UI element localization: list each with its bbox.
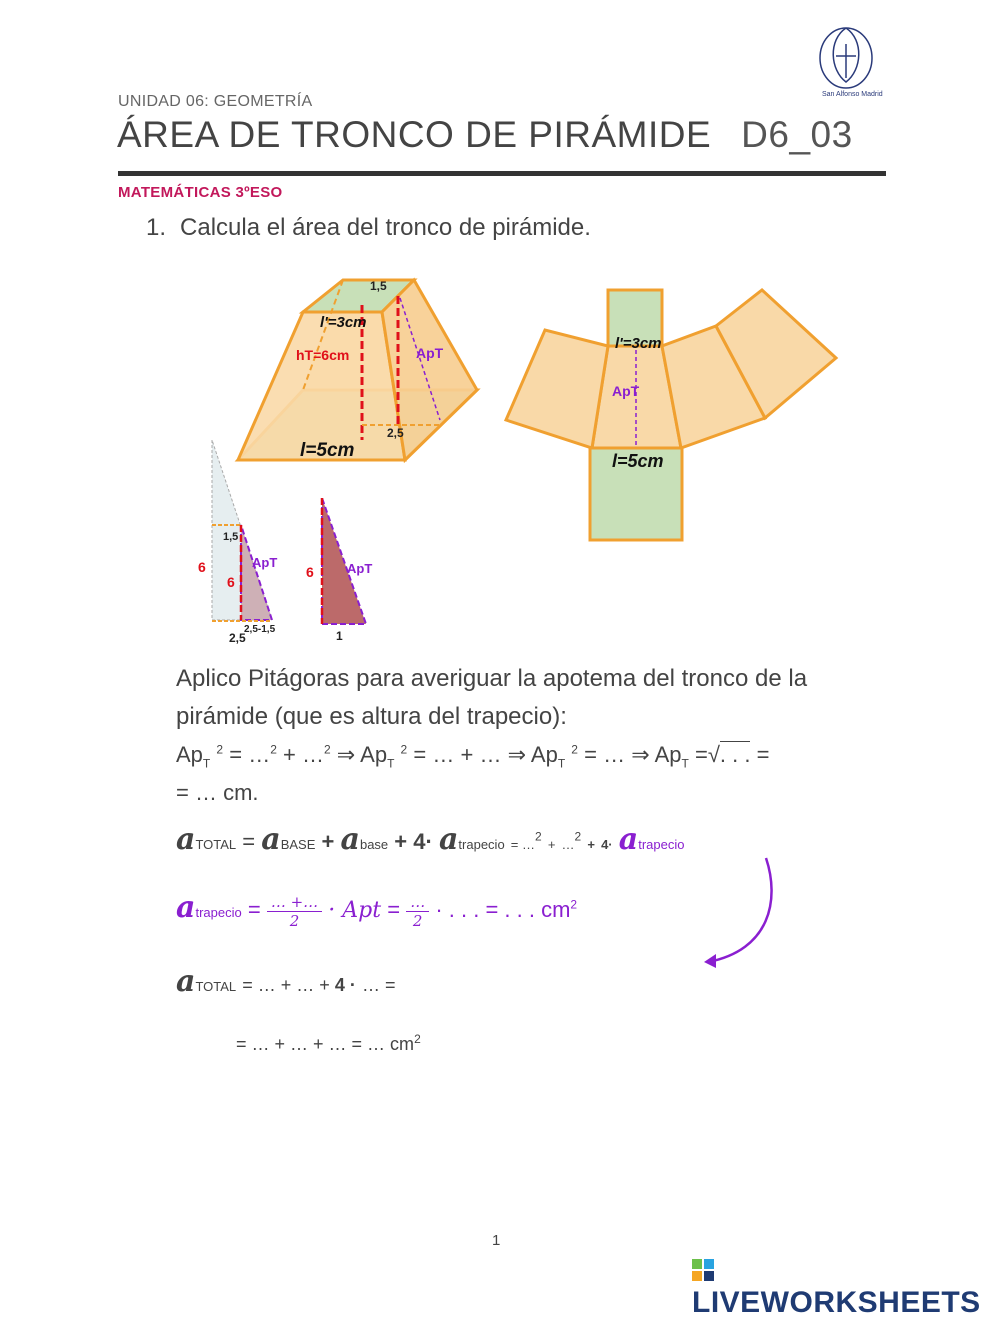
fraction-numerator[interactable]: … (406, 893, 429, 912)
subject-label: MATEMÁTICAS 3ºESO (118, 184, 283, 201)
label-l-prime: l'=3cm (320, 314, 367, 331)
fraction (267, 893, 322, 930)
liveworksheets-icon (692, 1259, 714, 1281)
plus: + (321, 829, 335, 854)
ap-text: Ap (530, 742, 558, 767)
blank-trap[interactable]: … = (361, 975, 396, 995)
four: 4· (413, 829, 433, 854)
right-tri-label-base: 1 (336, 629, 343, 643)
eq: = (387, 897, 401, 922)
unit-label: UNIDAD 06: GEOMETRÍA (118, 93, 313, 110)
implies: ⇒ (507, 742, 526, 767)
fraction-denominator: 2 (289, 911, 300, 930)
plus: + (547, 837, 556, 852)
blank-4[interactable]: … (479, 742, 502, 767)
total-result[interactable]: = … + … + … = … cm (236, 1034, 415, 1054)
blank-root[interactable]: . . . (719, 742, 751, 767)
blank-base-lower[interactable]: … (561, 837, 575, 852)
eq: = (756, 742, 770, 767)
curved-arrow-icon (700, 850, 790, 970)
base-upper-sub: BASE (280, 837, 316, 852)
tri-label-apothem: ApT (252, 555, 278, 570)
worksheet-code: D6_03 (741, 114, 853, 155)
sq: 2 (323, 742, 331, 757)
frustum-figures (200, 260, 900, 650)
right-tri-label-apothem: ApT (347, 561, 373, 576)
four: 4 · (334, 975, 356, 995)
frustum-front-face (238, 312, 405, 460)
total-sub: TOTAL (195, 837, 237, 852)
fraction-denominator: 2 (412, 911, 423, 930)
area-symbol: a (176, 964, 196, 999)
pythagoras-result[interactable]: = … cm. (176, 780, 259, 805)
plus: + (394, 829, 408, 854)
pythagoras-equation (176, 742, 769, 770)
brand-text: LIVEWORKSHEETS (692, 1286, 981, 1319)
eq: = (247, 897, 261, 922)
area-symbol: a (176, 822, 196, 857)
four: 4· (601, 837, 613, 852)
question (146, 214, 591, 242)
plus: + (283, 742, 296, 767)
total-sub: TOTAL (195, 979, 237, 994)
label-apothem: ApT (416, 345, 444, 361)
apt: · Apt (328, 898, 382, 923)
net-label-l: l=5cm (612, 451, 664, 471)
ap-sub: T (681, 756, 689, 771)
blank-sum[interactable]: = … + … + (242, 975, 335, 995)
page-number: 1 (492, 1232, 501, 1249)
right-tri-label-h: 6 (306, 564, 314, 580)
net-label-apothem: ApT (612, 383, 640, 399)
tri-label-top: 1,5 (223, 531, 239, 543)
area-symbol: a (261, 822, 281, 857)
question-number: 1. (146, 214, 167, 241)
sq: 2 (414, 1032, 421, 1046)
net-label-l-prime: l'=3cm (615, 335, 662, 352)
sq: 2 (400, 742, 408, 757)
tri-label-base: 2,5 (229, 631, 246, 645)
blank-2[interactable]: … (301, 742, 324, 767)
instruction-paragraph: Aplico Pitágoras para averiguar la apotema del tronco de la pirámide (que es altura del trapecio): (176, 665, 808, 730)
ap-text: Ap (360, 742, 388, 767)
implies: ⇒ (336, 742, 356, 767)
area-symbol: a (438, 822, 459, 857)
label-half-diff: 2,5 (387, 426, 404, 440)
blank-3[interactable]: … (432, 742, 455, 767)
blank-5[interactable]: … (603, 742, 626, 767)
implies: ⇒ (631, 742, 650, 767)
trapecio-sub: trapecio (195, 905, 242, 920)
label-top-side: 1,5 (370, 279, 387, 293)
tri-label-h-inner: 6 (227, 574, 235, 590)
eq: = (694, 742, 708, 767)
blank-1[interactable]: … (248, 742, 271, 767)
total-area-formula (176, 822, 684, 857)
tri-label-h-outer: 6 (198, 559, 206, 575)
eq: = (413, 742, 427, 767)
ap-sub: T (202, 756, 211, 771)
trapecio-sub: trapecio (458, 837, 505, 852)
eq: = (242, 829, 256, 854)
sq: 2 (216, 742, 224, 757)
total-area-substitution (176, 964, 395, 999)
school-logo (808, 20, 888, 100)
ap-text: Ap (654, 742, 682, 767)
plus: + (460, 742, 474, 767)
tri-label-diff: 2,5-1,5 (244, 624, 276, 635)
logo-text: San Alfonso Madrid (822, 91, 883, 98)
eq: = (229, 742, 243, 767)
ap-text: Ap (176, 742, 203, 767)
total-area-result (236, 1032, 421, 1055)
trapecio-sub: trapecio (638, 837, 685, 852)
title-rule (118, 171, 886, 176)
sq: 2 (570, 897, 578, 912)
sq: 2 (571, 742, 578, 757)
label-l: l=5cm (300, 440, 355, 461)
page-title (117, 114, 853, 156)
liveworksheets-logo (692, 1252, 1000, 1320)
sq: 2 (574, 829, 582, 844)
question-text: Calcula el área del tronco de pirámide. (180, 214, 591, 241)
trapezoid-result[interactable]: · . . . = . . . cm (435, 897, 571, 922)
area-symbol: a (340, 822, 360, 857)
ap-sub: T (387, 756, 395, 771)
sq: 2 (270, 742, 277, 757)
fraction-numerator[interactable]: … +… (267, 893, 322, 912)
blank-base-upper[interactable]: = … (510, 837, 536, 852)
ap-sub: T (557, 756, 566, 771)
fraction-2 (406, 893, 429, 930)
area-symbol: a (618, 822, 639, 857)
sqrt-icon: √ (707, 742, 720, 767)
sq: 2 (535, 829, 542, 844)
small-triangle (241, 525, 272, 620)
plus: + (587, 837, 595, 852)
area-symbol: a (176, 890, 196, 925)
eq: = (584, 742, 597, 767)
trapezoid-area-formula (176, 890, 577, 930)
title-text: ÁREA DE TRONCO DE PIRÁMIDE (117, 114, 712, 155)
base-lower-sub: base (359, 837, 389, 852)
net-left-trapezoid (506, 330, 608, 448)
label-height: hT=6cm (296, 347, 350, 363)
